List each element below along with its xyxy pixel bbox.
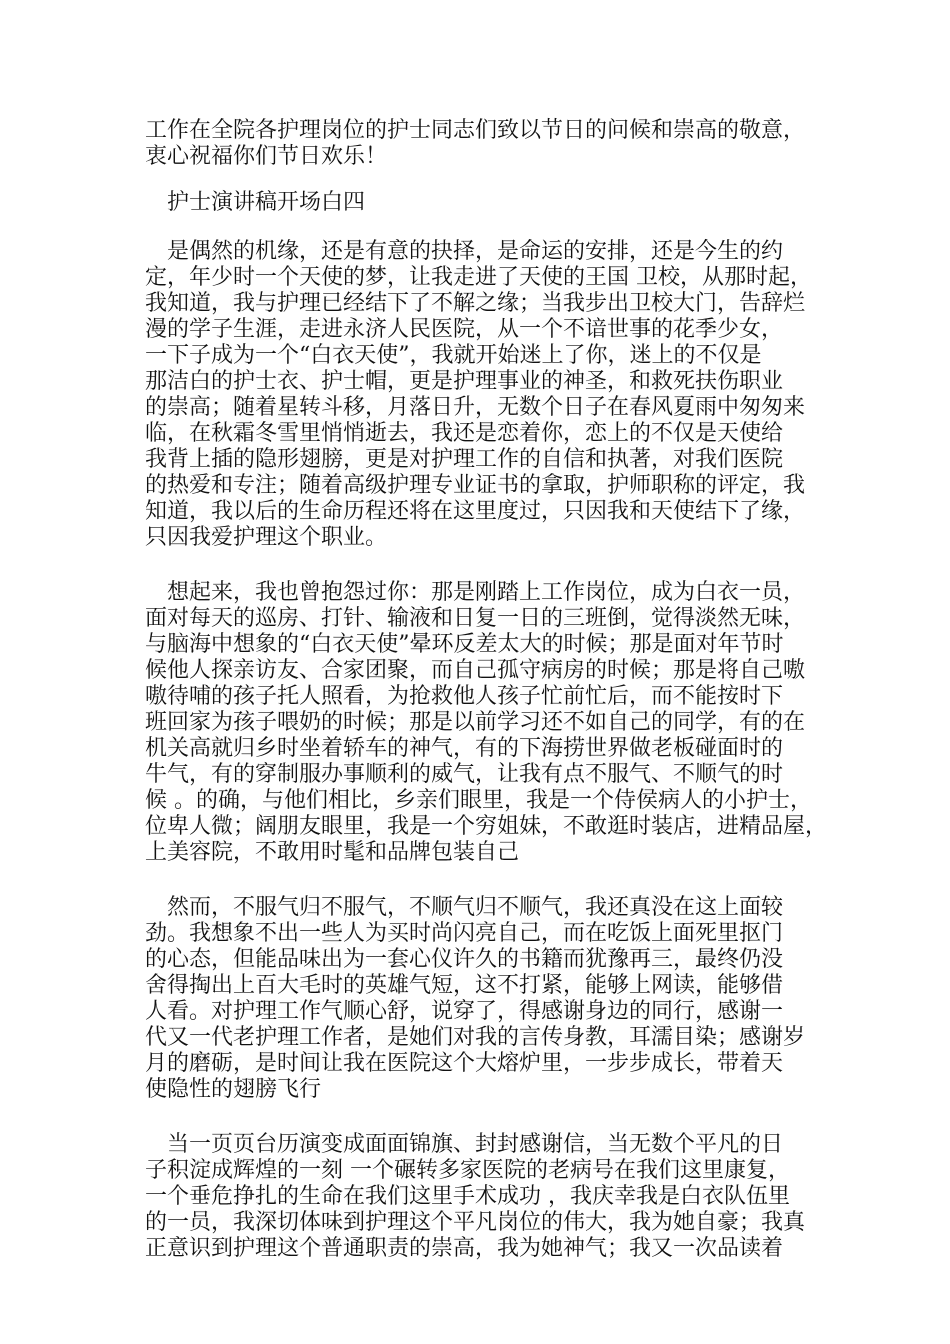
- paragraph-4: [145, 1132, 813, 1262]
- text-line: 我背上插的隐形翅膀，更是对护理工作的自信和执著，对我们医院: [145, 447, 784, 472]
- text-line: 的一员，我深切体味到护理这个平凡岗位的伟大，我为她自豪；我真: [145, 1210, 806, 1235]
- text-line: 牛气，有的穿制服办事顺利的威气，让我有点不服气、不顺气的时: [145, 762, 784, 787]
- text-line: 人看。对护理工作气顺心舒，说穿了，得感谢身边的同行，感谢一: [145, 999, 784, 1024]
- text-line: 正意识到护理这个普通职责的崇高，我为她神气；我又一次品读着: [145, 1236, 784, 1261]
- text-line: 代又一代老护理工作者，是她们对我的言传身教，耳濡目染；感谢岁: [145, 1025, 806, 1050]
- text-line: 知道，我以后的生命历程还将在这里度过，只因我和天使结下了缘，: [145, 499, 806, 524]
- text-line: 候他人探亲访友、合家团聚，而自己孤守病房的时候；那是将自己嗷: [145, 658, 806, 683]
- text-line: 机关高就归乡时坐着轿车的神气，有的下海捞世界做老板碰面时的: [145, 736, 784, 761]
- text-line: 班回家为孩子喂奶的时候；那是以前学习还不如自己的同学，有的在: [145, 710, 806, 735]
- text-line: 一下子成为一个“白衣天使”，我就开始迷上了你，迷上的不仅是: [145, 343, 762, 368]
- text-line: 我知道，我与护理已经结下了不解之缘；当我步出卫校大门，告辞烂: [145, 291, 806, 316]
- text-line: 劲。我想象不出一些人为买时尚闪亮自己，而在吃饭上面死里抠门: [145, 921, 784, 946]
- text-line: 漫的学子生涯，走进永济人民医院，从一个不谙世事的花季少女，: [145, 317, 784, 342]
- text-line: 是偶然的机缘，还是有意的抉择，是命运的安排，还是今生的约: [167, 239, 784, 264]
- document-page: [145, 118, 828, 1262]
- text-line: 上美容院，不敢用时髦和品牌包装自己: [145, 840, 520, 865]
- text-line: 的热爱和专注；随着高级护理专业证书的拿取，护师职称的评定，我: [145, 473, 806, 498]
- text-line: 候 。的确，与他们相比，乡亲们眼里，我是一个侍侯病人的小护士，: [145, 788, 812, 813]
- paragraph-1: [145, 239, 813, 551]
- text-line: 临，在秋霜冬雪里悄悄逝去，我还是恋着你，恋上的不仅是天使给: [145, 421, 784, 446]
- text-line: 工作在全院各护理岗位的护士同志们致以节日的问候和崇高的敬意，: [145, 118, 806, 143]
- text-line: 的心态，但能品味出为一套心仪许久的书籍而犹豫再三，最终仍没: [145, 947, 784, 972]
- text-line: 一个垂危挣扎的生命在我们这里手术成功 ，我庆幸我是白衣队伍里: [145, 1184, 790, 1209]
- paragraph-2: [145, 580, 828, 866]
- section-heading: 护士演讲稿开场白四: [167, 190, 366, 215]
- text-line: 舍得掏出上百大毛时的英雄气短，这不打紧，能够上网读，能够借: [145, 973, 784, 998]
- text-line: 子积淀成辉煌的一刻 一个碾转多家医院的老病号在我们这里康复，: [145, 1158, 790, 1183]
- text-line: 使隐性的翅膀飞行: [145, 1077, 322, 1102]
- text-line: 衷心祝福你们节日欢乐！: [145, 144, 388, 169]
- text-line: 与脑海中想象的“白衣天使”晕环反差太大的时候；那是面对年节时: [145, 632, 784, 657]
- text-line: 定，年少时一个天使的梦，让我走进了天使的王国 卫校，从那时起，: [145, 265, 812, 290]
- text-line: 月的磨砺，是时间让我在医院这个大熔炉里，一步步成长，带着天: [145, 1051, 784, 1076]
- text-line: 只因我爱护理这个职业。: [145, 525, 388, 550]
- text-line: 当一页页台历演变成面面锦旗、封封感谢信，当无数个平凡的日: [167, 1132, 784, 1157]
- text-line: 位卑人微；阔朋友眼里，我是一个穷姐妹，不敢逛时装店，进精品屋，: [145, 814, 828, 839]
- text-line: 然而，不服气归不服气，不顺气归不顺气，我还真没在这上面较: [167, 895, 784, 920]
- text-line: 那洁白的护士衣、护士帽，更是护理事业的神圣，和救死扶伤职业: [145, 369, 784, 394]
- text-line: 面对每天的巡房、打针、输液和日复一日的三班倒，觉得淡然无味，: [145, 606, 806, 631]
- text-line: 想起来，我也曾抱怨过你：那是刚踏上工作岗位，成为白衣一员，: [167, 580, 806, 605]
- text-line: 嗷待哺的孩子托人照看，为抢救他人孩子忙前忙后，而不能按时下: [145, 684, 784, 709]
- paragraph-3: [145, 895, 813, 1103]
- text-line: 的崇高；随着星转斗移，月落日升，无数个日子在春风夏雨中匆匆来: [145, 395, 806, 420]
- intro-block: [145, 118, 813, 170]
